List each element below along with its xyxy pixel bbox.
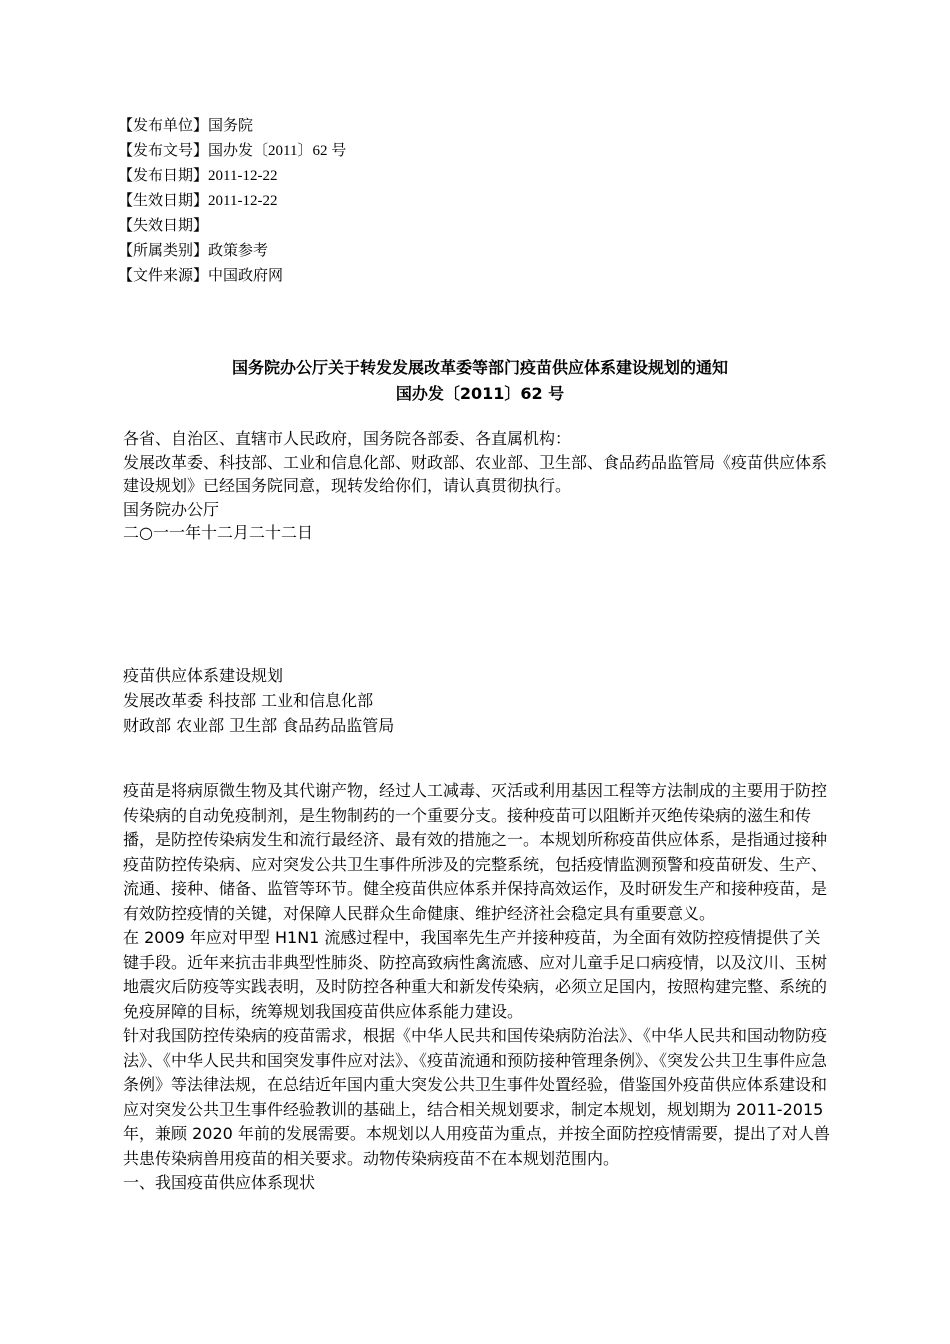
meta-label: 【发布文号】 — [118, 141, 209, 159]
meta-doc-number — [118, 138, 518, 163]
meta-value: 中国政府网 — [208, 266, 284, 284]
meta-value: 2011-12-22 — [208, 168, 278, 184]
meta-publisher — [118, 113, 518, 138]
metadata-block — [118, 113, 518, 288]
plan-departments-line1: 发展改革委 科技部 工业和信息化部 — [123, 691, 374, 710]
meta-label: 【所属类别】 — [118, 241, 209, 259]
meta-category — [118, 238, 518, 263]
meta-publish-date — [118, 163, 518, 188]
notice-salutation: 各省、自治区、直辖市人民政府，国务院各部委、各直属机构： — [123, 429, 572, 448]
meta-label: 【发布单位】 — [118, 116, 209, 134]
section-heading: 一、我国疫苗供应体系现状 — [123, 1173, 316, 1192]
meta-source — [118, 263, 518, 288]
document-title: 国务院办公厅关于转发发展改革委等部门疫苗供应体系建设规划的通知 — [231, 358, 728, 377]
paragraph-legal-basis: 针对我国防控传染病的疫苗需求，根据《中华人民共和国传染病防治法》、《中华人民共和国动物防疫法》、《中华人民共和国突发事件应对法》、《疫苗流通和预防接种管理条例》、《突发公共卫生事件应急条例》等法律法规，在总结近年国内重大突发公共卫生事件处置经验，借鉴国外疫苗供应体系建设和应对突发公共卫生事件经验教训的基础上，结合相关规划要求，制定本规划，规划期为 2011-2015 年，兼顾 2020 年前的发展需要。本规划以人用疫苗为重点，并按全面防控疫情需要，提出了对人兽共患传染病兽用疫苗的相关要求。动物传染病疫苗不在本规划范围内。 — [123, 1026, 830, 1168]
meta-label: 【失效日期】 — [118, 216, 209, 234]
plan-departments-line2: 财政部 农业部 卫生部 食品药品监管局 — [123, 716, 395, 735]
notice-section — [123, 427, 835, 545]
meta-expiry-date — [118, 213, 518, 238]
meta-effective-date — [118, 188, 518, 213]
meta-value: 国办发〔2011〕62 号 — [208, 143, 347, 159]
document-header — [120, 355, 840, 407]
plan-header — [123, 663, 835, 738]
meta-label: 【发布日期】 — [118, 166, 209, 184]
meta-value: 政策参考 — [208, 241, 269, 259]
paragraph-h1n1: 在 2009 年应对甲型 H1N1 流感过程中，我国率先生产并接种疫苗，为全面有效防控疫情提供了关键手段。近年来抗击非典型性肺炎、防控高致病性禽流感、应对儿童手足口病疫情，以及汶川、玉树地震灾后防疫等实践表明，及时防控各种重大和新发传染病，必须立足国内，按照构建完整、系统的免疫屏障的目标，统筹规划我国疫苗供应体系能力建设。 — [123, 928, 828, 1021]
meta-value: 国务院 — [208, 118, 254, 134]
meta-label: 【生效日期】 — [118, 191, 209, 209]
paragraph-intro: 疫苗是将病原微生物及其代谢产物，经过人工减毒、灭活或利用基因工程等方法制成的主要用于防控传染病的自动免疫制剂，是生物制药的一个重要分支。接种疫苗可以阻断并灭绝传染病的滋生和传播，是防控传染病发生和流行最经济、最有效的措施之一。本规划所称疫苗供应体系，是指通过接种疫苗防控传染病、应对突发公共卫生事件所涉及的完整系统，包括疫情监测预警和疫苗研发、生产、流通、接种、储备、监管等环节。健全疫苗供应体系并保持高效运作，及时研发生产和接种疫苗，是有效防控疫情的关键，对保障人民群众生命健康、维护经济社会稳定具有重要意义。 — [123, 781, 828, 923]
notice-body: 发展改革委、科技部、工业和信息化部、财政部、农业部、卫生部、食品药品监管局《疫苗供应体系建设规划》已经国务院同意，现转发给你们，请认真贯彻执行。 — [123, 452, 828, 495]
document-number: 国办发〔2011〕62 号 — [395, 384, 565, 403]
meta-value: 2011-12-22 — [208, 193, 278, 209]
meta-label: 【文件来源】 — [118, 266, 209, 284]
plan-body — [123, 779, 835, 1196]
plan-title: 疫苗供应体系建设规划 — [123, 666, 284, 685]
notice-issuer: 国务院办公厅 — [123, 499, 220, 519]
notice-date: 二○一一年十二月二十二日 — [123, 523, 313, 542]
